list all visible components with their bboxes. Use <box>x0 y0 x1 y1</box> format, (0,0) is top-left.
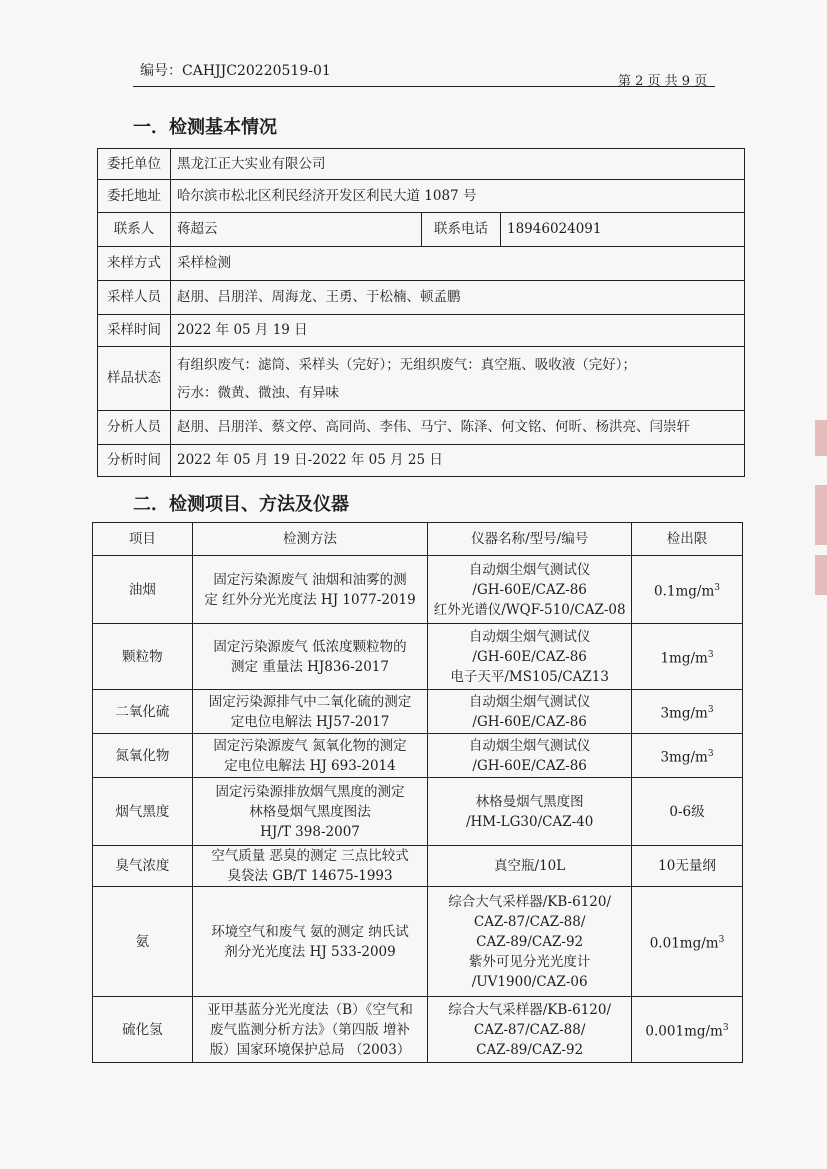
column-header: 检测方法 <box>192 523 428 556</box>
instrument-line: 林格曼烟气黑度图 <box>475 793 584 810</box>
instrument-line: CAZ-89/CAZ-92 <box>476 933 584 950</box>
instrument-line: 红外光谱仪/WQF-510/CAZ-08 <box>433 601 626 618</box>
column-header: 项目 <box>93 523 193 556</box>
method-line: 废气监测分析方法》（第四版 增补 <box>209 1021 411 1038</box>
sample-state-line: 污水：微黄、微浊、有异味 <box>177 384 339 401</box>
method-line: 固定污染源废气 低浓度颗粒物的 <box>213 638 407 655</box>
detection-limit: 10无量纲 <box>658 858 716 874</box>
phone-value: 18946024091 <box>501 213 745 247</box>
method-line: 臭袋法 GB/T 14675-1993 <box>227 868 393 884</box>
detection-limit: 0.1mg/m <box>654 583 715 600</box>
method-line: 固定污染源排气中二氧化硫的测定 <box>208 693 412 710</box>
detection-limit-cell <box>632 778 743 846</box>
instrument-cell <box>428 778 632 846</box>
method-cell <box>192 624 428 690</box>
analysts-label: 分析人员 <box>98 411 171 445</box>
detection-limit-cell <box>632 887 743 997</box>
detection-limit: 0.001mg/m <box>645 1023 723 1040</box>
item-cell: 臭气浓度 <box>93 846 193 887</box>
method-cell <box>192 997 428 1063</box>
method-cell <box>192 734 428 778</box>
table-row <box>98 149 745 180</box>
seal-stamp-fragment <box>815 420 827 456</box>
instrument-line: CAZ-87/CAZ-88/ <box>473 1021 586 1038</box>
contact-label: 联系人 <box>98 213 171 247</box>
sample-state-line: 有组织废气：滤筒、采样头（完好）；无组织废气：真空瓶、吸收液（完好）； <box>177 356 636 373</box>
detection-limit-cell <box>632 690 743 734</box>
instrument-line: CAZ-89/CAZ-92 <box>476 1041 584 1058</box>
table-row <box>93 734 743 778</box>
analysis-time-value: 2022 年 05 月 19 日-2022 年 05 月 25 日 <box>171 445 745 477</box>
column-header: 检出限 <box>632 523 743 556</box>
instrument-line: /GH-60E/CAZ-86 <box>472 713 587 730</box>
detection-limit-cell <box>632 556 743 624</box>
method-cell <box>192 556 428 624</box>
table-row <box>98 281 745 315</box>
method-line: 亚甲基蓝分光光度法（B）《空气和 <box>207 1001 413 1018</box>
item-cell: 硫化氢 <box>93 997 193 1063</box>
address-label: 委托地址 <box>98 180 171 213</box>
sample-state-label: 样品状态 <box>98 347 171 411</box>
detection-limit: 1mg/m <box>660 650 708 667</box>
method-line: 定电位电解法 HJ 693-2014 <box>224 757 396 774</box>
instrument-line: /GH-60E/CAZ-86 <box>472 757 587 774</box>
section2-title: 二．检测项目、方法及仪器 <box>133 494 349 515</box>
header-rule <box>133 86 715 87</box>
method-line: 定 红外分光光度法 HJ 1077-2019 <box>204 591 416 608</box>
item-cell: 烟气黑度 <box>93 778 193 846</box>
detection-limit: 3mg/m <box>660 705 708 722</box>
instrument-cell <box>428 734 632 778</box>
samplers-value: 赵朋、吕朋洋、周海龙、王勇、于松楠、顿孟鹏 <box>171 281 745 315</box>
table-row <box>98 247 745 281</box>
table-row <box>93 690 743 734</box>
detection-limit: 0.01mg/m <box>649 935 719 952</box>
table-row <box>93 846 743 887</box>
document-number: 编号：CAHJJC20220519-01 <box>140 63 331 79</box>
item-cell: 氨 <box>93 887 193 997</box>
seal-stamp-fragment <box>815 555 827 595</box>
instrument-cell <box>428 846 632 887</box>
column-header: 仪器名称/型号/编号 <box>428 523 632 556</box>
methods-table <box>92 522 743 1063</box>
address-value: 哈尔滨市松北区利民经济开发区利民大道 1087 号 <box>171 180 745 213</box>
analysts-value: 赵朋、吕朋洋、蔡文停、高同尚、李伟、马宁、陈泽、何文铭、何昕、杨洪亮、闫崇轩 <box>171 411 745 445</box>
method-line: 版）国家环境保护总局 （2003） <box>209 1041 411 1058</box>
table-row <box>98 213 745 247</box>
unit-exponent: 3 <box>718 934 725 945</box>
method-line: 固定污染源废气 油烟和油雾的测 <box>213 571 407 588</box>
sampling-time-label: 采样时间 <box>98 315 171 347</box>
instrument-cell <box>428 997 632 1063</box>
table-row <box>98 180 745 213</box>
unit-exponent: 3 <box>714 582 721 593</box>
method-line: 固定污染源废气 氮氧化物的测定 <box>213 737 407 754</box>
table-row <box>93 887 743 997</box>
instrument-line: 综合大气采样器/KB-6120/ <box>448 1001 612 1018</box>
method-cell <box>192 887 428 997</box>
instrument-line: /HM-LG30/CAZ-40 <box>465 813 594 830</box>
method-line: HJ/T 398-2007 <box>260 823 360 840</box>
table-row <box>93 997 743 1063</box>
instrument-line: 自动烟尘烟气测试仪 <box>468 561 591 578</box>
method-line: 环境空气和废气 氨的测定 纳氏试 <box>211 923 409 940</box>
instrument-line: 自动烟尘烟气测试仪 <box>468 628 591 645</box>
method-cell <box>192 846 428 887</box>
instrument-line: 自动烟尘烟气测试仪 <box>468 693 591 710</box>
detection-limit-cell <box>632 997 743 1063</box>
item-cell: 氮氧化物 <box>93 734 193 778</box>
instrument-line: /GH-60E/CAZ-86 <box>472 581 587 598</box>
method-cell <box>192 778 428 846</box>
instrument-line: /GH-60E/CAZ-86 <box>472 648 587 665</box>
instrument-cell <box>428 624 632 690</box>
mode-value: 采样检测 <box>171 247 745 281</box>
detection-limit: 0-6级 <box>669 803 705 820</box>
detection-limit-cell <box>632 624 743 690</box>
instrument-line: 综合大气采样器/KB-6120/ <box>448 893 612 910</box>
item-cell: 油烟 <box>93 556 193 624</box>
table-row <box>98 347 745 411</box>
table-row <box>93 624 743 690</box>
samplers-label: 采样人员 <box>98 281 171 315</box>
table-row <box>98 445 745 477</box>
basic-info-table <box>97 148 745 477</box>
item-cell: 二氧化硫 <box>93 690 193 734</box>
detection-limit-cell <box>632 846 743 887</box>
analysis-time-label: 分析时间 <box>98 445 171 477</box>
item-cell: 颗粒物 <box>93 624 193 690</box>
table-header-row <box>93 523 743 556</box>
table-row <box>93 556 743 624</box>
method-line: 剂分光光度法 HJ 533-2009 <box>224 943 396 960</box>
instrument-line: 电子天平/MS105/CAZ13 <box>450 668 609 685</box>
instrument-line: 紫外可见分光光度计 <box>468 953 591 970</box>
phone-label: 联系电话 <box>422 213 501 247</box>
sampling-time-value: 2022 年 05 月 19 日 <box>171 315 745 347</box>
instrument-cell <box>428 690 632 734</box>
table-row <box>98 411 745 445</box>
instrument-line: 真空瓶/10L <box>494 858 566 874</box>
unit-exponent: 3 <box>722 1022 729 1033</box>
unit-exponent: 3 <box>707 704 714 715</box>
instrument-cell <box>428 887 632 997</box>
table-row <box>98 315 745 347</box>
table-row <box>93 778 743 846</box>
method-line: 空气质量 恶臭的测定 三点比较式 <box>211 848 409 864</box>
page-indicator: 第 2 页 共 9 页 <box>618 74 708 89</box>
method-cell <box>192 690 428 734</box>
sample-state-value <box>171 347 745 411</box>
instrument-line: CAZ-87/CAZ-88/ <box>473 913 586 930</box>
method-line: 定电位电解法 HJ57-2017 <box>230 713 390 730</box>
method-line: 固定污染源排放烟气黑度的测定 <box>215 783 405 800</box>
method-line: 林格曼烟气黑度图法 <box>249 803 371 820</box>
detection-limit-cell <box>632 734 743 778</box>
instrument-line: 自动烟尘烟气测试仪 <box>468 737 591 754</box>
unit-exponent: 3 <box>707 649 714 660</box>
instrument-line: /UV1900/CAZ-06 <box>471 973 588 990</box>
client-value: 黑龙江正大实业有限公司 <box>171 149 745 180</box>
method-line: 测定 重量法 HJ836-2017 <box>231 658 389 675</box>
detection-limit: 3mg/m <box>660 749 708 766</box>
client-label: 委托单位 <box>98 149 171 180</box>
unit-exponent: 3 <box>707 748 714 759</box>
section1-title: 一．检测基本情况 <box>133 117 277 138</box>
mode-label: 来样方式 <box>98 247 171 281</box>
instrument-cell <box>428 556 632 624</box>
contact-value: 蒋超云 <box>171 213 422 247</box>
seal-stamp-fragment <box>815 485 827 545</box>
